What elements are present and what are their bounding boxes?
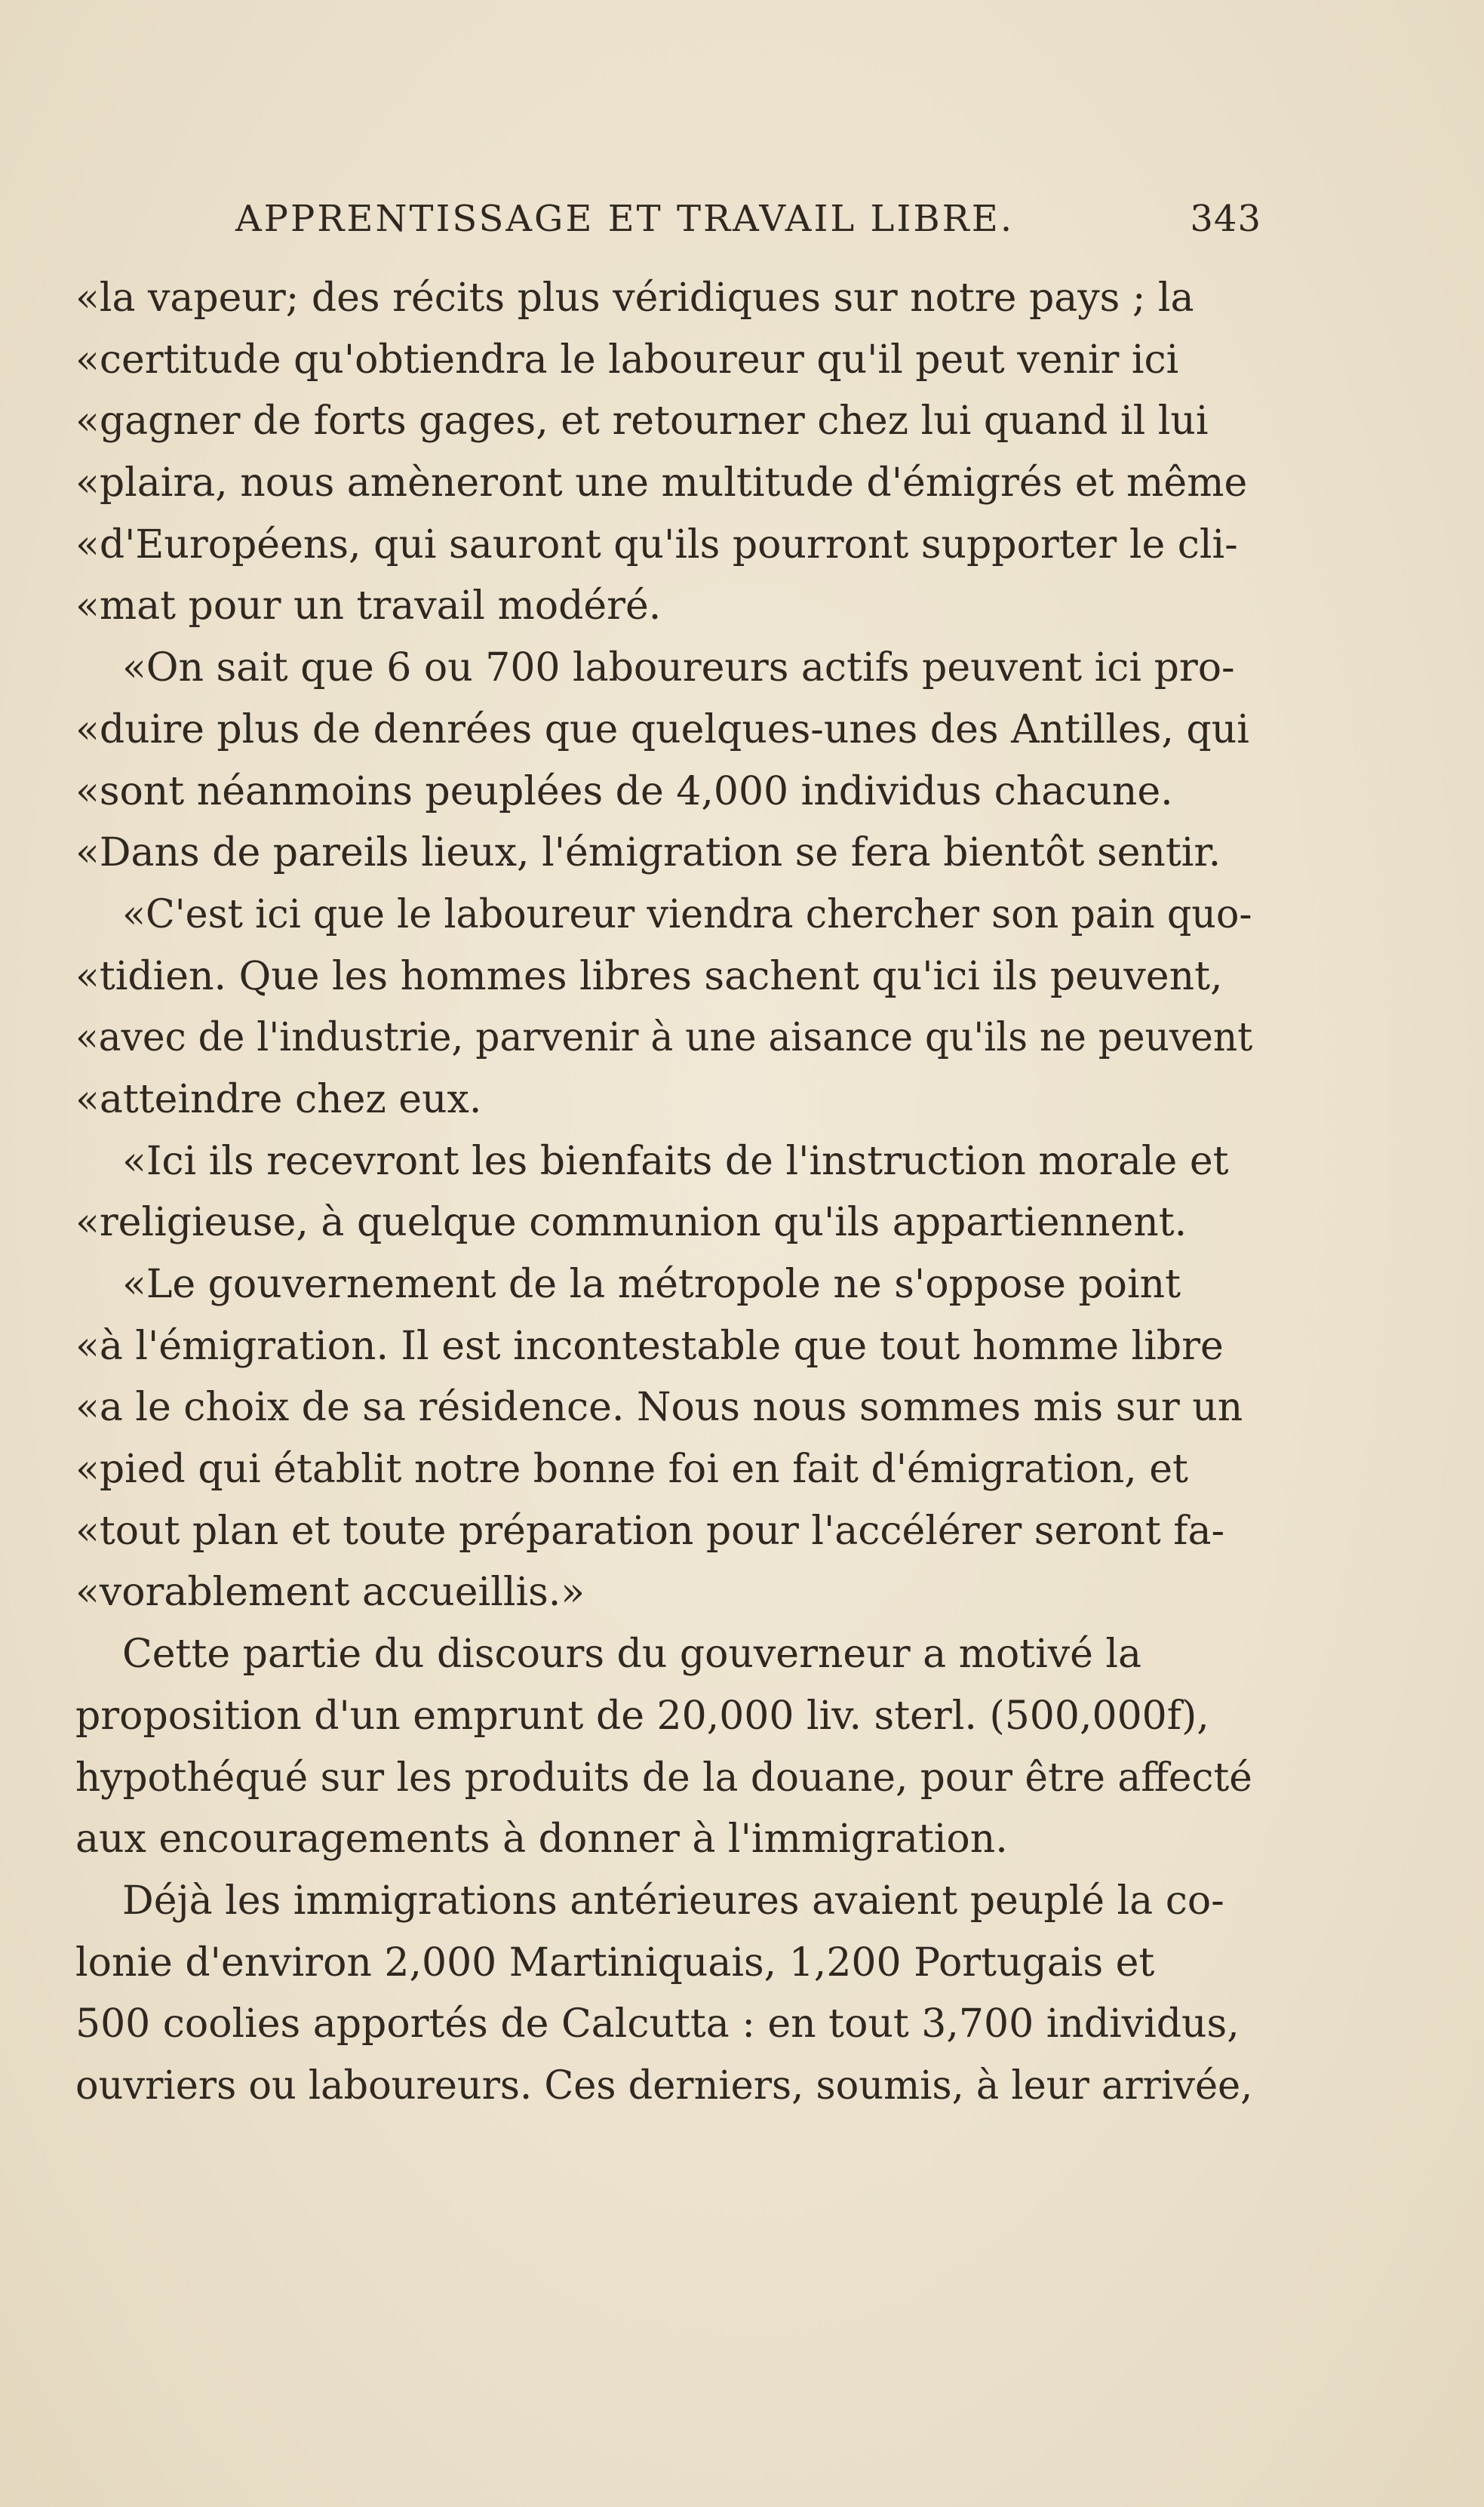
text-line: «sont néanmoins peuplées de 4,000 individus chacune. (75, 768, 1173, 814)
text-line: lonie d'environ 2,000 Martiniquais, 1,200 Portugais et (75, 1939, 1155, 1986)
text-line: «vorablement accueillis.» (75, 1570, 585, 1616)
text-line: «religieuse, à quelque communion qu'ils appartiennent. (75, 1200, 1188, 1246)
text-line: «On sait que 6 ou 700 laboureurs actifs peuvent ici pro- (122, 645, 1235, 691)
text-line: «d'Européens, qui sauront qu'ils pourront supporter le cli- (75, 521, 1238, 568)
text-line: «mat pour un travail modéré. (75, 583, 662, 629)
text-line: «Ici ils recevront les bienfaits de l'instruction morale et (122, 1138, 1229, 1184)
body-text (75, 268, 1252, 2118)
running-title: APPRENTISSAGE ET TRAVAIL LIBRE. (235, 198, 1015, 240)
text-line: «gagner de forts gages, et retourner chez lui quand il lui (75, 398, 1209, 444)
page-header (235, 198, 1261, 251)
text-line: «tout plan et toute préparation pour l'accélérer seront fa- (75, 1508, 1225, 1554)
text-line: «la vapeur; des récits plus véridiques sur notre pays ; la (75, 275, 1194, 321)
text-line: «avec de l'industrie, parvenir à une aisance qu'ils ne peuvent (75, 1015, 1253, 1061)
text-line: ouvriers ou laboureurs. Ces derniers, soumis, à leur arrivée, (75, 2063, 1253, 2109)
text-line: «atteindre chez eux. (75, 1076, 482, 1122)
text-line: «Le gouvernement de la métropole ne s'oppose point (122, 1262, 1181, 1307)
text-line: «certitude qu'obtiendra le laboureur qu'il peut venir ici (75, 337, 1179, 383)
text-line: hypothéqué sur les produits de la douane, pour être affecté (75, 1755, 1252, 1801)
text-line: 500 coolies apportés de Calcutta : en tout 3,700 individus, (75, 2001, 1240, 2047)
text-line: «C'est ici que le laboureur viendra chercher son pain quo- (122, 891, 1252, 937)
text-line: «pied qui établit notre bonne foi en fait d'émigration, et (75, 1447, 1188, 1493)
text-line: «tidien. Que les hommes libres sachent qu'ici ils peuvent, (75, 953, 1223, 999)
text-line: «a le choix de sa résidence. Nous nous sommes mis sur un (75, 1385, 1243, 1431)
page-number: 343 (1190, 198, 1261, 240)
text-line: Déjà les immigrations antérieures avaient peuplé la co- (122, 1878, 1224, 1924)
text-line: Cette partie du discours du gouverneur a motivé la (122, 1632, 1142, 1678)
text-line: «duire plus de denrées que quelques-unes des Antilles, qui (75, 706, 1249, 752)
text-line: proposition d'un emprunt de 20,000 liv. sterl. (500,000f), (75, 1693, 1209, 1739)
text-line: «plaira, nous amèneront une multitude d'émigrés et même (75, 460, 1248, 506)
text-line: aux encouragements à donner à l'immigration. (75, 1816, 1008, 1863)
text-line: «à l'émigration. Il est incontestable que tout homme libre (75, 1323, 1224, 1369)
text-line: «Dans de pareils lieux, l'émigration se fera bientôt sentir. (75, 830, 1221, 876)
